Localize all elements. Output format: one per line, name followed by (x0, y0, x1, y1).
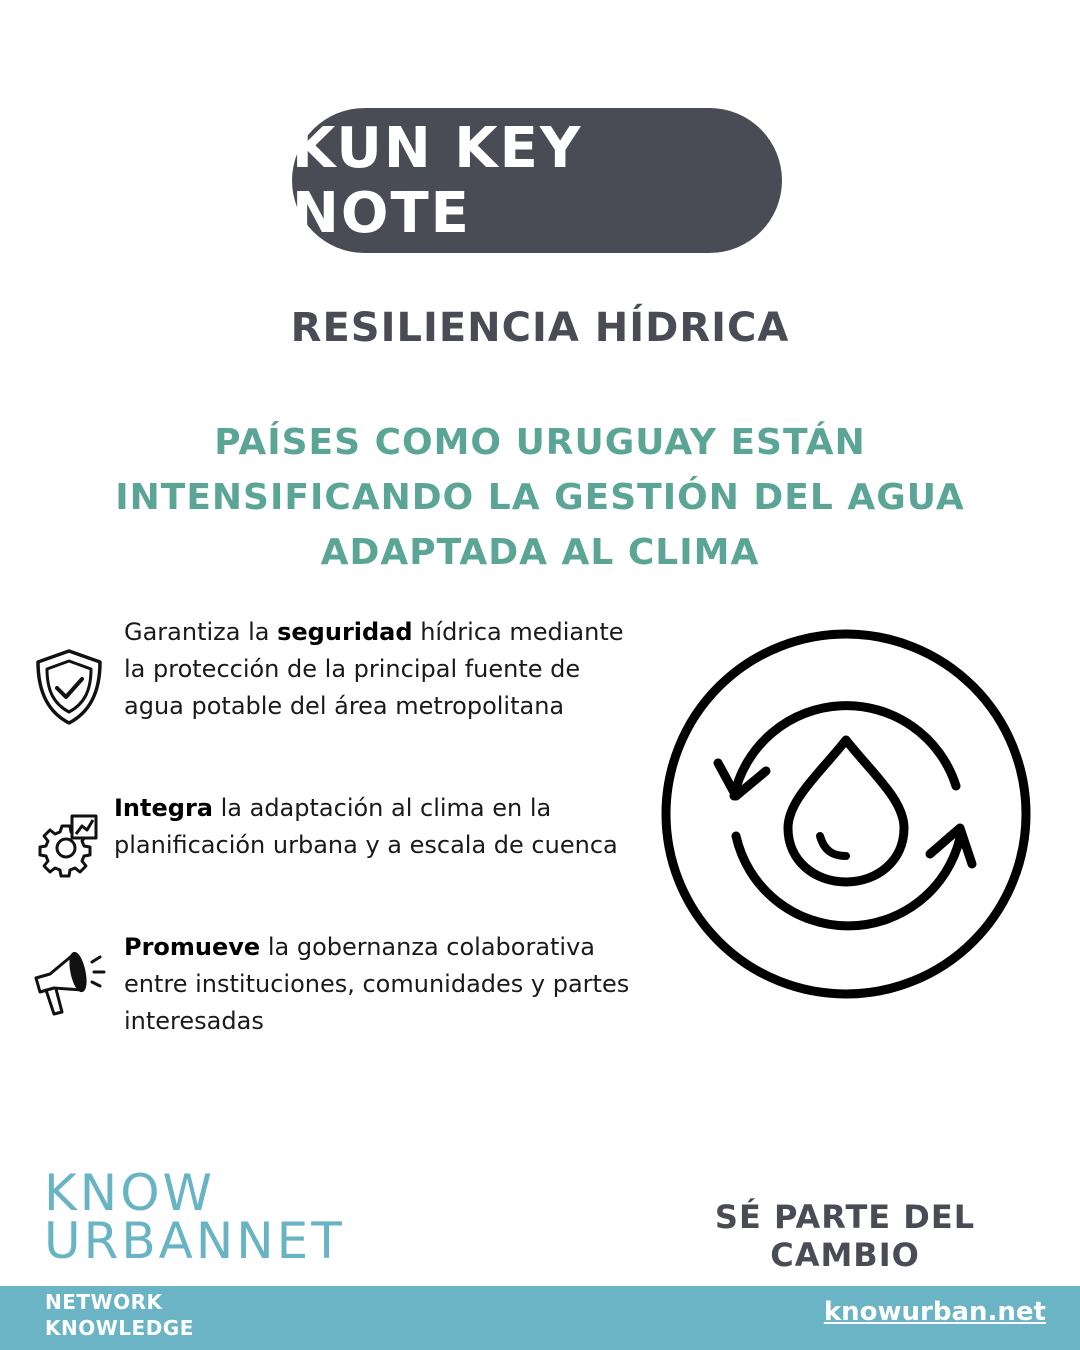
bullet-keyword: Promueve (124, 933, 261, 961)
bullet-text-pre: Garantiza la (124, 618, 278, 646)
bullet-integration (114, 790, 634, 864)
badge-label: KUN KEY NOTE (292, 115, 583, 246)
headline-line: INTENSIFICANDO LA GESTIÓN DEL AGUA (115, 477, 965, 518)
bullet-text-post: la adaptación al clima en la planificación urbana y a escala de cuenca (114, 794, 618, 859)
website-link[interactable]: knowurban.net (823, 1297, 1046, 1327)
logo-know: KNOW (44, 1164, 215, 1222)
logo-tagline-knowledge: KNOWLEDGE (45, 1316, 194, 1340)
bullet-governance (124, 929, 644, 1040)
bullet-text-post: hídrica mediante la protección de la principal fuente de agua potable del área metropolitana (124, 618, 624, 720)
headline (100, 415, 980, 580)
subtitle: RESILIENCIA HÍDRICA (290, 305, 790, 351)
headline-line: PAÍSES COMO URUGUAY ESTÁN (214, 422, 866, 463)
logo-tagline-network: NETWORK (45, 1290, 163, 1314)
key-note-badge (292, 108, 782, 253)
bullet-security (124, 614, 644, 725)
bullet-text-post: la gobernanza colaborativa entre instituciones, comunidades y partes interesadas (124, 933, 630, 1035)
headline-line: ADAPTADA AL CLIMA (320, 532, 760, 573)
bullet-keyword: Integra (114, 794, 213, 822)
call-to-action: SÉ PARTE DEL CAMBIO (714, 1198, 976, 1274)
logo-urbannet: URBANNET (44, 1212, 345, 1270)
megaphone-icon (30, 948, 110, 1020)
water-cycle-icon (660, 628, 1032, 1000)
bullet-keyword: seguridad (277, 618, 413, 646)
gear-chart-icon (36, 812, 102, 878)
shield-check-icon (34, 648, 104, 726)
